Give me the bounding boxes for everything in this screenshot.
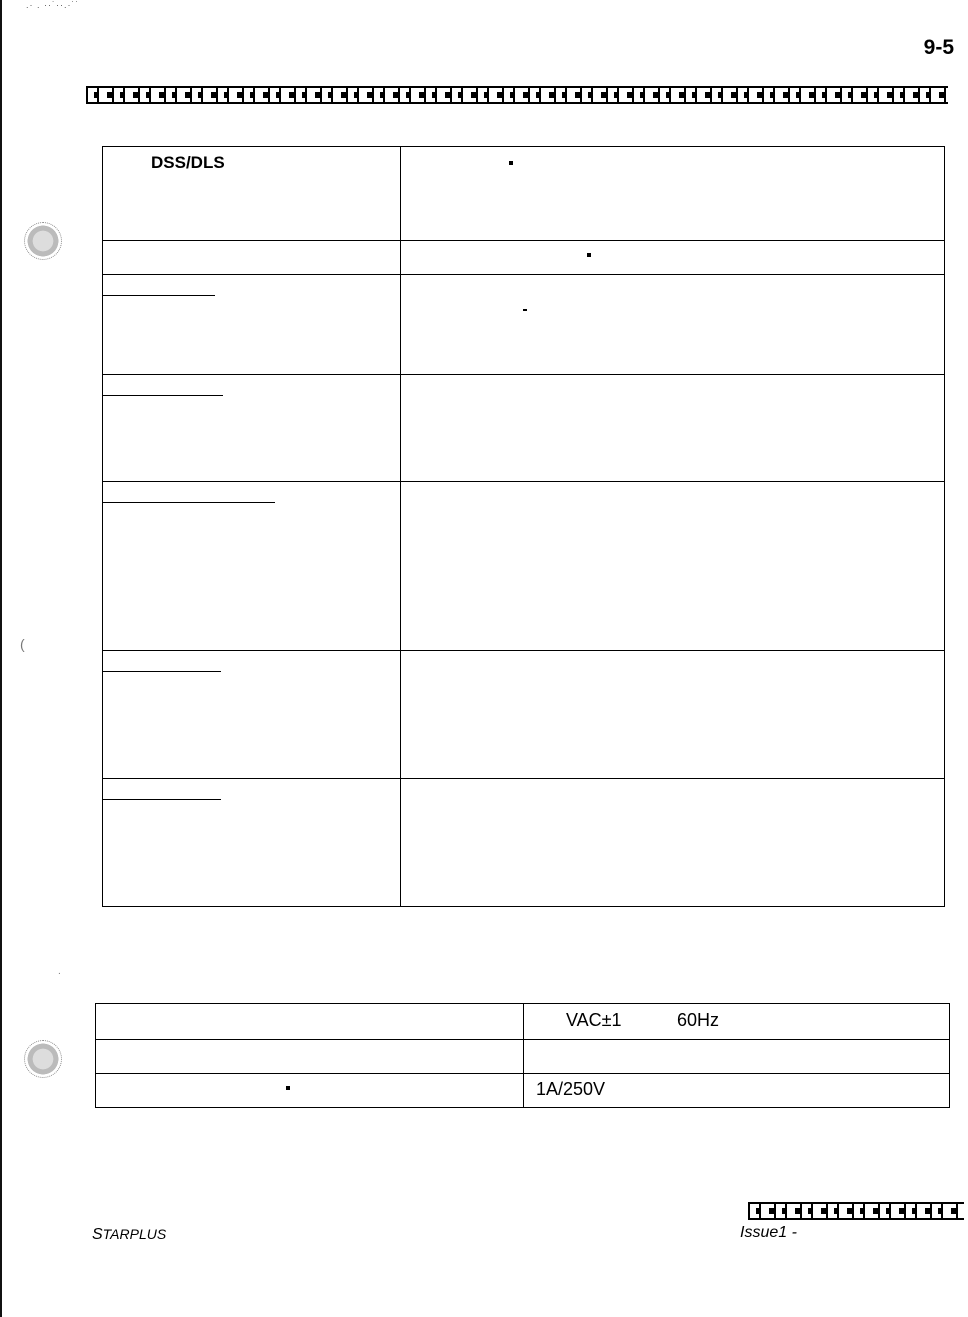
spec-value-cell (401, 275, 945, 375)
table-row (103, 779, 945, 907)
power-label-cell (96, 1074, 524, 1108)
fuse-value: 1A/250V (536, 1079, 606, 1099)
power-label-cell (96, 1040, 524, 1074)
spec-label-cell (103, 275, 401, 375)
table-row (103, 275, 945, 375)
table-row (103, 651, 945, 779)
power-value-cell (524, 1040, 950, 1074)
page-number: 9-5 (923, 36, 954, 59)
power-table (95, 1003, 950, 1108)
margin-speck: . (58, 966, 61, 977)
table-row (96, 1040, 950, 1074)
power-value-cell (524, 1074, 950, 1108)
dss-dls-label: DSS/DLS (151, 153, 225, 172)
spec-label-cell (103, 375, 401, 482)
table-row (103, 482, 945, 651)
spec-value-cell (401, 651, 945, 779)
spec-value-cell (401, 147, 945, 241)
spec-label-cell (103, 779, 401, 907)
spec-table (102, 146, 945, 907)
table-row (96, 1004, 950, 1040)
power-label-cell (96, 1004, 524, 1040)
table-row (96, 1074, 950, 1108)
greek-key-border-top (86, 86, 948, 104)
spec-label-cell (103, 147, 401, 241)
power-value-cell (524, 1004, 950, 1040)
greek-key-border-footer (748, 1202, 964, 1220)
punch-hole-top (24, 222, 62, 260)
footer-issue: Issue1 - (740, 1224, 797, 1241)
spec-value-cell (401, 241, 945, 275)
footer-product-name: STARPLUS (92, 1226, 167, 1243)
left-margin-line (0, 0, 2, 1317)
spec-label-cell (103, 482, 401, 651)
spec-value-cell (401, 482, 945, 651)
spec-label-cell (103, 241, 401, 275)
spec-value-cell (401, 779, 945, 907)
spec-label-cell (103, 651, 401, 779)
voltage-value: VAC±1 (566, 1010, 622, 1030)
frequency-value: 60Hz (677, 1010, 720, 1030)
margin-mark: ( (20, 636, 25, 652)
punch-hole-bottom (24, 1040, 62, 1078)
corner-marks: .· . ··˙··.·˙˙ (26, 0, 80, 10)
table-row (103, 241, 945, 275)
table-row (103, 147, 945, 241)
spec-value-cell (401, 375, 945, 482)
table-row (103, 375, 945, 482)
